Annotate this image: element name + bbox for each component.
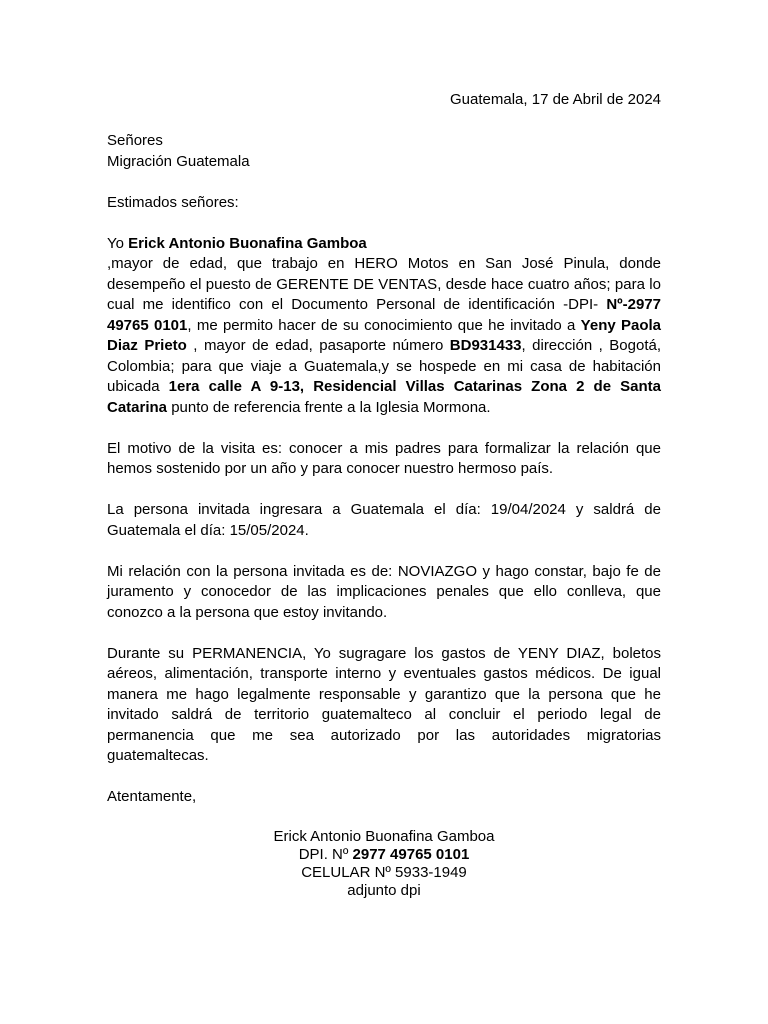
host-address: 1era calle A 9-13, Residencial Villas Catarinas Zona 2 de Santa Catarina bbox=[107, 378, 661, 416]
p1-text-1: ,mayor de edad, que trabajo en HERO Motos en San José Pinula, donde desempeño el puesto de GERENTE DE VENTAS, desde hace cuatro años; para lo cual me identifico con el Documento Personal de identificación -DPI- bbox=[107, 255, 661, 313]
signature-phone: CELULAR Nº 5933-1949 bbox=[301, 864, 467, 881]
signature-block bbox=[107, 828, 661, 900]
paragraph-relationship: Mi relación con la persona invitada es de: NOVIAZGO y hago constar, bajo fe de juramento y conocedor de las implicaciones penales que ello conlleva, que conozco a la persona que estoy invitando. bbox=[107, 562, 661, 621]
signature-attachment: adjunto dpi bbox=[347, 882, 421, 899]
signature-name: Erick Antonio Buonafina Gamboa bbox=[273, 828, 495, 845]
signature-dpi-prefix: DPI. Nº bbox=[298, 846, 353, 863]
signature-dpi bbox=[107, 846, 661, 864]
intro-yo: Yo bbox=[107, 234, 129, 252]
p1-text-2: , me permito hacer de su conocimiento que he invitado a bbox=[187, 316, 581, 334]
recipient-line-2: Migración Guatemala bbox=[107, 152, 250, 170]
p1-text-5: punto de referencia frente a la Iglesia Mormona. bbox=[167, 398, 491, 416]
salutation: Estimados señores: bbox=[107, 193, 239, 211]
sender-dpi: Nº-2977 49765 0101 bbox=[107, 296, 661, 334]
paragraph-invitation bbox=[107, 254, 661, 418]
guest-passport: BD931433 bbox=[449, 337, 522, 354]
guest-name: Yeny Paola Diaz Prieto bbox=[107, 316, 661, 354]
signature-dpi-number: 2977 49765 0101 bbox=[352, 846, 470, 863]
paragraph-motive: El motivo de la visita es: conocer a mis padres para formalizar la relación que hemos sostenido por un año y para conocer nuestro hermoso país. bbox=[107, 439, 661, 477]
p1-text-3: , mayor de edad, pasaporte número bbox=[186, 337, 450, 354]
intro-line bbox=[107, 234, 661, 255]
letter bbox=[107, 90, 661, 900]
letter-date: Guatemala, 17 de Abril de 2024 bbox=[450, 91, 661, 108]
recipient-line-1: Señores bbox=[107, 132, 163, 149]
p1-text-4: , dirección , Bogotá, Colombia; para que viaje a Guatemala,y se hospede en mi casa de habitación ubicada bbox=[107, 337, 661, 395]
paragraph-responsibility: Durante su PERMANENCIA, Yo sugragare los gastos de YENY DIAZ, boletos aéreos, alimentación, transporte interno y eventuales gastos médicos. De igual manera me hago legalmente responsable y garantizo que la persona que he invitado saldrá de territorio guatemalteco al concluir el periodo legal de permanencia que me sea autorizado por las autoridades migratorias guatemaltecas. bbox=[107, 644, 661, 764]
closing: Atentamente, bbox=[107, 788, 197, 805]
sender-name: Erick Antonio Buonafina Gamboa bbox=[128, 234, 367, 252]
paragraph-dates: La persona invitada ingresara a Guatemala el día: 19/04/2024 y saldrá de Guatemala el día: 15/05/2024. bbox=[107, 501, 661, 539]
